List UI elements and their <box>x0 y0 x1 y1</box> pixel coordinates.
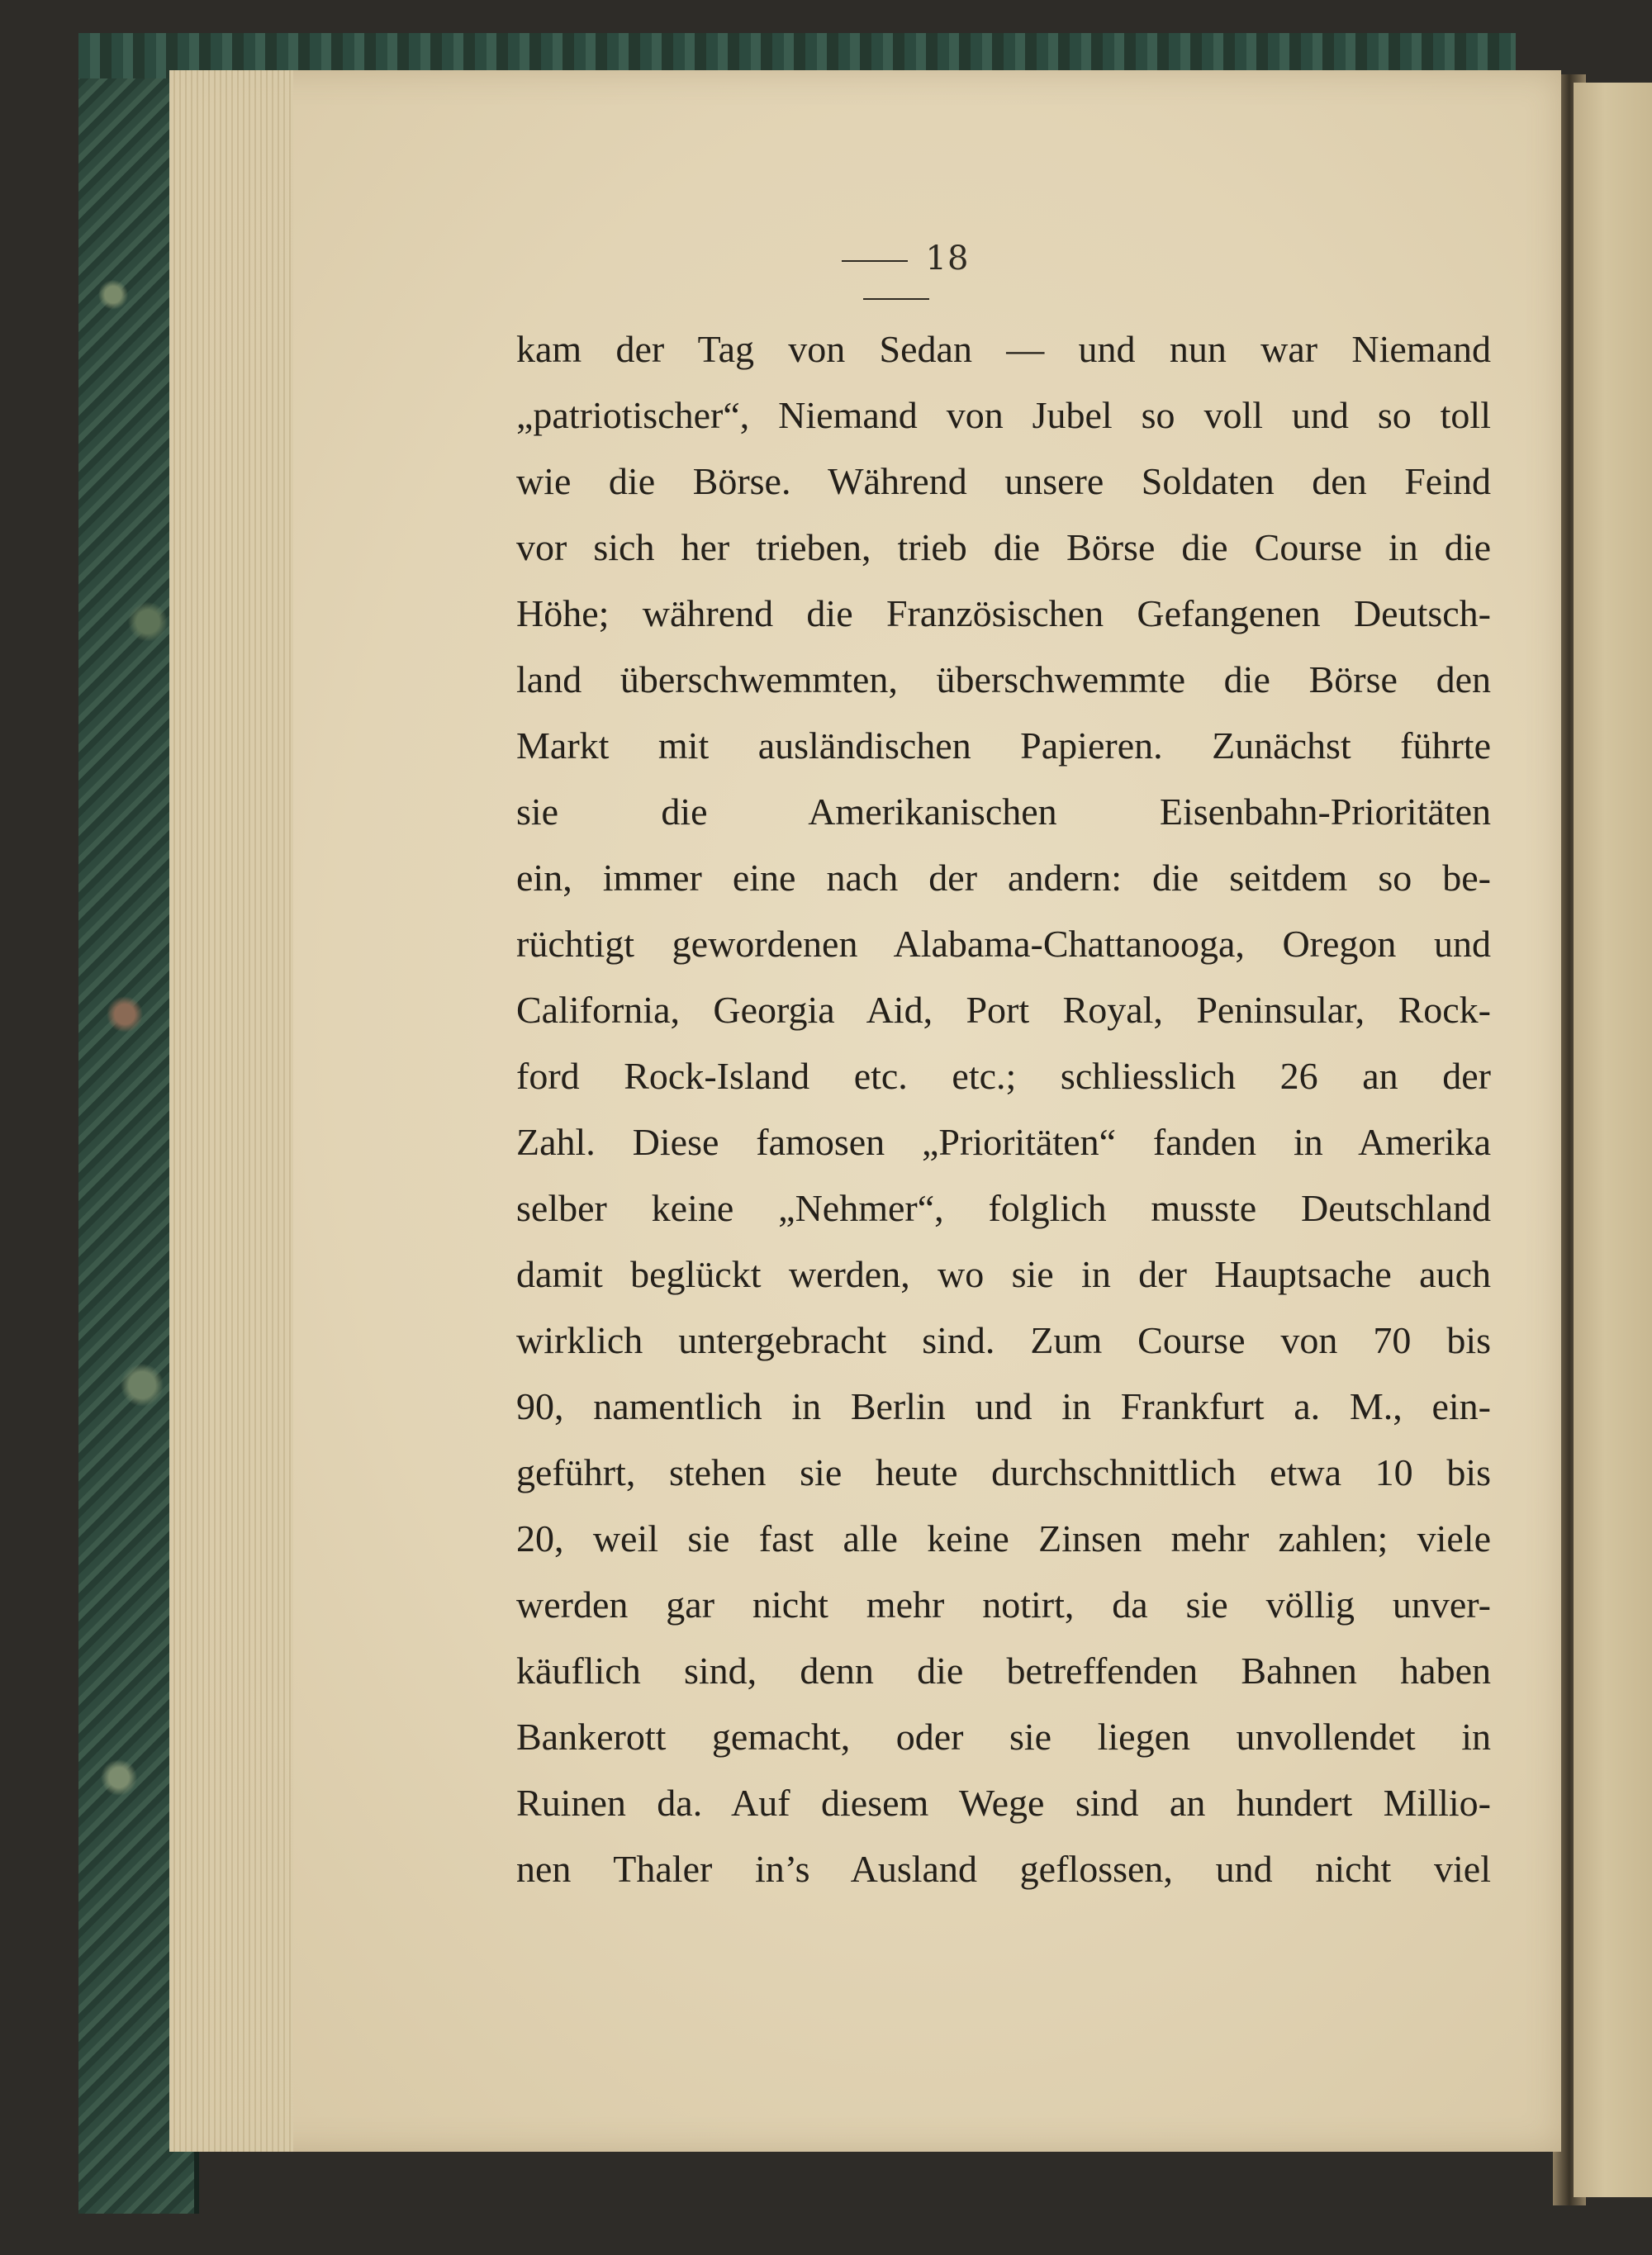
text-line: käuflich sind, denn die betreffenden Bahnen haben <box>516 1650 1491 1692</box>
text-line: wirklich untergebracht sind. Zum Course von 70 bis <box>516 1319 1491 1361</box>
page-number: 18 <box>925 240 970 278</box>
text-line: selber keine „Nehmer“, folglich musste Deutschland <box>516 1187 1491 1229</box>
text-line: Zahl. Diese famosen „Prioritäten“ fanden in Amerika <box>516 1121 1491 1163</box>
text-line: land überschwemmten, überschwemmte die Börse den <box>516 658 1491 700</box>
text-line: Bankerott gemacht, oder sie liegen unvollendet in <box>516 1716 1491 1758</box>
text-line: sie die Amerikanischen Eisenbahn-Prioritäten <box>516 790 1491 833</box>
facing-page-edge <box>1574 83 1652 2197</box>
text-line: Ruinen da. Auf diesem Wege sind an hundert Millio- <box>516 1782 1491 1824</box>
text-line: rüchtigt gewordenen Alabama-Chattanooga, Oregon und <box>516 923 1491 965</box>
page-edges <box>169 70 293 2152</box>
text-line: werden gar nicht mehr notirt, da sie völlig unver- <box>516 1583 1491 1626</box>
text-line: vor sich her trieben, trieb die Börse die Course in die <box>516 526 1491 568</box>
text-line: Höhe; während die Französischen Gefangenen Deutsch- <box>516 592 1491 634</box>
text-line: wie die Börse. Während unsere Soldaten den Feind <box>516 460 1491 502</box>
text-line: California, Georgia Aid, Port Royal, Peninsular, Rock- <box>516 989 1491 1031</box>
page-number-header <box>772 240 1020 316</box>
text-line: ford Rock-Island etc. etc.; schliesslich 26 an der <box>516 1055 1491 1097</box>
text-line: „patriotischer“, Niemand von Jubel so voll und so toll <box>516 394 1491 436</box>
text-line: kam der Tag von Sedan — und nun war Niemand <box>516 328 1491 370</box>
body-text <box>516 316 1491 1902</box>
text-line: 20, weil sie fast alle keine Zinsen mehr zahlen; viele <box>516 1517 1491 1560</box>
text-line: Markt mit ausländischen Papieren. Zunächst führte <box>516 724 1491 767</box>
text-line: nen Thaler in’s Ausland geflossen, und nicht viel <box>516 1848 1491 1890</box>
header-dash-right <box>863 298 929 300</box>
text-line: geführt, stehen sie heute durchschnittlich etwa 10 bis <box>516 1451 1491 1493</box>
text-line: ein, immer eine nach der andern: die seitdem so be- <box>516 857 1491 899</box>
header-dash-left <box>842 260 908 262</box>
text-line: damit beglückt werden, wo sie in der Hauptsache auch <box>516 1253 1491 1295</box>
text-line: 90, namentlich in Berlin und in Frankfurt a. M., ein- <box>516 1385 1491 1427</box>
